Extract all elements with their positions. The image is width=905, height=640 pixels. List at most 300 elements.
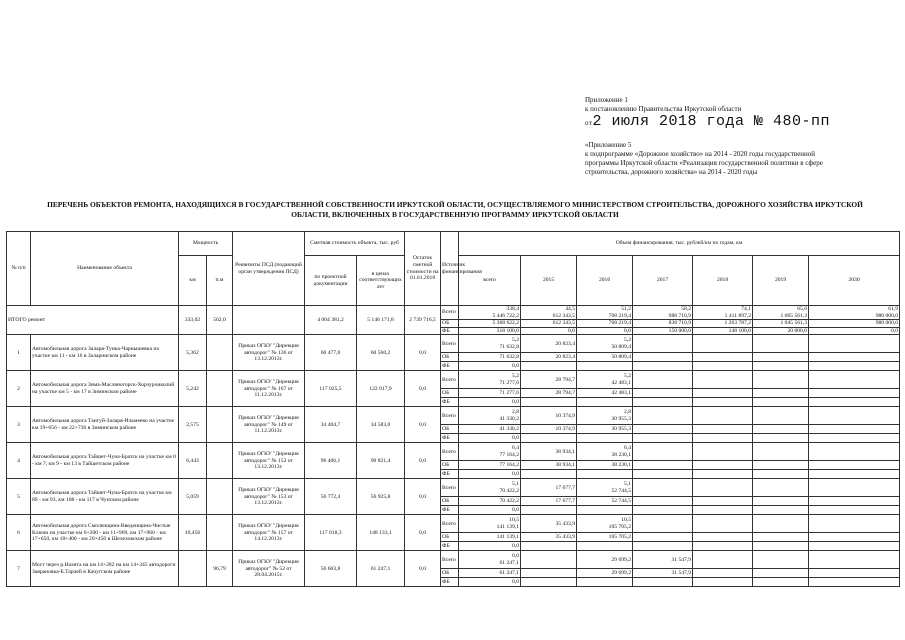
funding-cell: 141 139,1 xyxy=(459,533,521,542)
funding-cell xyxy=(693,461,753,470)
funding-cell: 17 677,7 xyxy=(521,497,577,506)
row-name: Автомобильная дорога Заларя-Тунка-Чарнышевка на участке км 11 - км 16 в Заларинском районе xyxy=(31,335,179,371)
row-name: Автомобильная дорога Тайшет-Чуна-Братск на участке км 0 - км 7, км 9 - км 13 в Тайшетском районе xyxy=(31,443,179,479)
funding-cell xyxy=(633,425,693,434)
funding-sum: 1 411 897,2 xyxy=(724,312,752,319)
funding-cell xyxy=(753,443,809,461)
funding-sum: 612 343,5 xyxy=(552,320,576,327)
funding-sum: 70 422,2 xyxy=(499,487,520,494)
funding-cell xyxy=(753,389,809,398)
funding-km: 2,8 xyxy=(624,409,632,416)
row-est-psd: 34 404,7 xyxy=(305,407,357,443)
funding-cell xyxy=(753,398,809,407)
funding-km: 5,1 xyxy=(512,481,520,488)
funding-cell: 105 705,2 xyxy=(577,533,633,542)
funding-cell: 20 823,4 xyxy=(521,353,577,362)
row-est-psd: 117 025,5 xyxy=(305,371,357,407)
funding-cell xyxy=(577,578,633,587)
funding-cell xyxy=(753,578,809,587)
table-body xyxy=(7,306,900,587)
funding-cell xyxy=(459,335,521,353)
funding-sum: 42 483,1 xyxy=(611,379,632,386)
appendix-line: к постановлению Правительства Иркутской области xyxy=(585,105,742,113)
funding-cell xyxy=(693,533,753,542)
funding-sum: 20 000,0 xyxy=(787,327,808,334)
funding-sum: 1 045 561,3 xyxy=(780,320,808,327)
funding-cell: 42 483,1 xyxy=(577,389,633,398)
funding-cell: 0,0 xyxy=(459,434,521,443)
funding-cell xyxy=(753,306,809,320)
funding-cell xyxy=(633,389,693,398)
funding-cell xyxy=(633,479,693,497)
object-row xyxy=(7,371,900,389)
funding-sum: 1 065 561,3 xyxy=(780,312,808,319)
row-est-current: 148 133,1 xyxy=(357,515,405,551)
funding-cell xyxy=(809,407,900,425)
funding-cell xyxy=(753,407,809,425)
funding-km: 44,5 xyxy=(565,306,576,312)
object-row xyxy=(7,551,900,569)
funding-cell: 71 277,6 xyxy=(459,389,521,398)
appendix-line: к подпрограмме «Дорожное хозяйство» на 2014 - 2020 годы государственной xyxy=(585,150,816,158)
funding-sum: 5 446 722,2 xyxy=(492,312,520,319)
funding-cell xyxy=(809,425,900,434)
funding-cell xyxy=(809,434,900,443)
row-name: Мост через р.Наэнта на км 14+282 на км 14+345 автодороги Заярановка-Б.Тарлей в Качугском районе xyxy=(31,551,179,587)
funding-cell xyxy=(577,443,633,461)
appendix-line: строительства, дорожного хозяйства» на 2014 - 2020 годы xyxy=(585,168,758,176)
header-year: 2016 xyxy=(577,256,633,306)
row-est-current: 56 925,8 xyxy=(357,479,405,515)
source-label: Всего xyxy=(441,407,459,425)
funding-cell: 0,0 xyxy=(459,542,521,551)
funding-cell xyxy=(521,542,577,551)
row-pm xyxy=(207,335,233,371)
header-pm: п.м xyxy=(207,256,233,306)
funding-cell xyxy=(577,506,633,515)
funding-cell: 41 330,2 xyxy=(459,425,521,434)
funding-sum: 35 433,9 xyxy=(555,520,576,527)
header-name: Наименование объекта xyxy=(31,232,179,306)
row-est-psd: 96 406,1 xyxy=(305,443,357,479)
source-label: Всего xyxy=(441,306,459,320)
funding-cell xyxy=(521,335,577,353)
source-label: ФБ xyxy=(441,578,459,587)
funding-sum: 50 809,4 xyxy=(611,343,632,350)
header-year: 2018 xyxy=(693,256,753,306)
funding-cell xyxy=(809,398,900,407)
funding-cell: 30 955,3 xyxy=(577,425,633,434)
funding-cell xyxy=(693,407,753,425)
funding-km: 51,2 xyxy=(621,306,632,312)
object-row xyxy=(7,443,900,461)
row-remain: 0,0 xyxy=(405,551,441,587)
header-num: № п/п xyxy=(7,232,31,306)
funding-cell xyxy=(521,515,577,533)
funding-cell xyxy=(521,371,577,389)
funding-cell: 0,0 xyxy=(459,398,521,407)
funding-cell xyxy=(693,551,753,569)
funding-cell xyxy=(633,542,693,551)
funding-cell xyxy=(809,443,900,461)
total-label: ИТОГО ремонт xyxy=(7,306,179,335)
funding-cell xyxy=(633,533,693,542)
funding-cell xyxy=(577,327,633,335)
funding-cell xyxy=(809,497,900,506)
funding-cell xyxy=(693,306,753,320)
funding-sum: 0,0 xyxy=(624,327,632,334)
funding-km: 61,9 xyxy=(888,306,899,312)
total-pm: 562,0 xyxy=(207,306,233,335)
funding-cell xyxy=(753,320,809,328)
header-psd: Реквизиты ПСД (подающий орган утверждения ПСД) xyxy=(233,232,305,306)
funding-sum: 708 219,4 xyxy=(608,320,632,327)
row-psd: Приказ ОГКУ "Дирекция автодорог" № 149 от 11.12.2013г. xyxy=(233,407,305,443)
funding-cell xyxy=(693,479,753,497)
funding-cell xyxy=(693,506,753,515)
header-year: 2017 xyxy=(633,256,693,306)
funding-cell xyxy=(753,497,809,506)
funding-cell xyxy=(521,407,577,425)
row-num: 3 xyxy=(7,407,31,443)
header-capacity: Мощность xyxy=(179,232,233,256)
funding-sum: 10 374,9 xyxy=(555,412,576,419)
funding-sum: 612 343,5 xyxy=(552,312,576,319)
funding-cell xyxy=(521,479,577,497)
object-row xyxy=(7,335,900,353)
row-psd: Приказ ОГКУ "Дирекция автодорог" № 153 от 13.12.2013г. xyxy=(233,479,305,515)
object-row xyxy=(7,407,900,425)
funding-cell xyxy=(633,398,693,407)
funding-sum: 0,0 xyxy=(568,327,576,334)
funding-cell xyxy=(577,320,633,328)
funding-cell xyxy=(693,578,753,587)
funding-cell xyxy=(753,470,809,479)
funding-cell xyxy=(633,306,693,320)
funding-sum: 0,0 xyxy=(891,327,899,334)
funding-cell: 38 934,1 xyxy=(521,461,577,470)
funding-cell xyxy=(633,362,693,371)
funding-km: 338,4 xyxy=(506,306,520,312)
funding-cell xyxy=(809,353,900,362)
funding-sum: 1 263 787,2 xyxy=(724,320,752,327)
row-est-psd: 56 603,8 xyxy=(305,551,357,587)
total-psd xyxy=(233,306,305,335)
funding-cell: 61 247,1 xyxy=(459,569,521,578)
funding-sum: 71 277,6 xyxy=(499,379,520,386)
row-psd: Приказ ОГКУ "Дирекция автодорог" № 152 от 13.12.2013г. xyxy=(233,443,305,479)
row-km xyxy=(179,551,207,587)
funding-cell xyxy=(459,320,521,328)
funding-cell xyxy=(577,479,633,497)
total-est-current: 5 146 171,8 xyxy=(357,306,405,335)
source-label: ФБ xyxy=(441,327,459,335)
funding-cell xyxy=(753,515,809,533)
funding-cell xyxy=(633,551,693,569)
funding-cell xyxy=(577,434,633,443)
funding-cell xyxy=(693,425,753,434)
funding-cell xyxy=(753,425,809,434)
funding-cell xyxy=(693,542,753,551)
funding-cell xyxy=(693,353,753,362)
funding-cell xyxy=(577,542,633,551)
row-km: 5,362 xyxy=(179,335,207,371)
funding-cell xyxy=(809,362,900,371)
row-num: 2 xyxy=(7,371,31,407)
funding-cell xyxy=(459,479,521,497)
funding-sum: 5 368 622,2 xyxy=(492,320,520,327)
funding-sum: 980 000,0 xyxy=(875,320,899,327)
funding-km: 10,5 xyxy=(621,517,632,524)
funding-sum: 41 330,2 xyxy=(499,415,520,422)
row-est-current: 60 560,2 xyxy=(357,335,405,371)
funding-cell xyxy=(809,335,900,353)
funding-cell xyxy=(809,461,900,470)
header-est-current: в ценах соответствующих лет xyxy=(357,256,405,306)
row-psd: Приказ ОГКУ "Дирекция автодорог" № 136 от 13.12.2013г. xyxy=(233,335,305,371)
row-km: 6,443 xyxy=(179,443,207,479)
row-remain: 0,0 xyxy=(405,407,441,443)
funding-cell xyxy=(521,578,577,587)
funding-sum: 148 100,0 xyxy=(728,327,752,334)
funding-cell xyxy=(693,398,753,407)
funding-sum: 708 219,4 xyxy=(608,312,632,319)
funding-cell xyxy=(577,470,633,479)
funding-cell xyxy=(459,443,521,461)
funding-sum: 38 230,1 xyxy=(611,451,632,458)
funding-cell xyxy=(577,306,633,320)
row-est-current: 34 583,0 xyxy=(357,407,405,443)
funding-cell xyxy=(633,371,693,389)
funding-sum: 61 247,1 xyxy=(499,559,520,566)
funding-cell xyxy=(459,371,521,389)
funding-sum: 20 823,4 xyxy=(555,340,576,347)
header-remain: Остаток сметной стоимости на 01.01.2018 xyxy=(405,232,441,306)
funding-cell xyxy=(521,398,577,407)
funding-cell xyxy=(753,335,809,353)
funding-cell xyxy=(577,407,633,425)
funding-cell xyxy=(633,320,693,328)
source-label: Всего xyxy=(441,443,459,461)
funding-cell: 71 632,8 xyxy=(459,353,521,362)
funding-sum: 28 794,7 xyxy=(555,376,576,383)
row-psd: Приказ ОГКУ "Дирекция автодорог" № 157 от 14.12.2013г. xyxy=(233,515,305,551)
total-row xyxy=(7,306,900,320)
funding-cell xyxy=(521,551,577,569)
funding-sum: 141 139,1 xyxy=(496,523,520,530)
funding-cell xyxy=(809,470,900,479)
appendix-line: «Приложение 5 xyxy=(585,141,632,149)
header-year: 2015 xyxy=(521,256,577,306)
object-row xyxy=(7,515,900,533)
funding-cell xyxy=(633,407,693,425)
row-pm xyxy=(207,407,233,443)
row-remain: 0,0 xyxy=(405,479,441,515)
funding-km: 6,4 xyxy=(624,445,632,452)
row-num: 1 xyxy=(7,335,31,371)
funding-cell xyxy=(693,320,753,328)
row-est-psd: 56 772,4 xyxy=(305,479,357,515)
objects-table xyxy=(6,231,900,587)
row-psd: Приказ ОГКУ "Дирекция автодорог" № 167 от 11.12.2013г. xyxy=(233,371,305,407)
row-pm xyxy=(207,479,233,515)
funding-cell: 31 547,9 xyxy=(633,569,693,578)
row-est-current: 61 247,1 xyxy=(357,551,405,587)
funding-sum: 30 955,3 xyxy=(611,415,632,422)
funding-cell: 38 230,1 xyxy=(577,461,633,470)
funding-cell xyxy=(521,434,577,443)
funding-cell xyxy=(459,515,521,533)
row-km: 5,242 xyxy=(179,371,207,407)
source-label: ОБ xyxy=(441,533,459,542)
funding-cell xyxy=(693,335,753,353)
source-label: ОБ xyxy=(441,569,459,578)
row-remain: 0,0 xyxy=(405,443,441,479)
source-label: ФБ xyxy=(441,398,459,407)
source-label: ФБ xyxy=(441,506,459,515)
funding-cell xyxy=(521,306,577,320)
funding-km: 65,6 xyxy=(797,306,808,312)
row-num: 7 xyxy=(7,551,31,587)
funding-cell xyxy=(459,327,521,335)
row-name: Автомобильная дорога Тайшет-Чуна-Братск на участке км 89 - км 93, км 108 - км 117 в Чунском районе xyxy=(31,479,179,515)
row-num: 6 xyxy=(7,515,31,551)
source-label: Всего xyxy=(441,335,459,353)
header-year: 2030 xyxy=(809,256,900,306)
row-est-current: 90 821,4 xyxy=(357,443,405,479)
row-num: 5 xyxy=(7,479,31,515)
row-pm: 96,79 xyxy=(207,551,233,587)
source-label: ОБ xyxy=(441,461,459,470)
funding-cell xyxy=(459,407,521,425)
funding-cell xyxy=(693,362,753,371)
source-label: Всего xyxy=(441,371,459,389)
funding-sum: 52 744,5 xyxy=(611,487,632,494)
decree-number: от2 июля 2018 года № 480-пп xyxy=(585,113,831,130)
funding-cell xyxy=(809,533,900,542)
funding-cell xyxy=(753,353,809,362)
source-label: ОБ xyxy=(441,389,459,398)
funding-cell xyxy=(693,434,753,443)
appendix-block xyxy=(585,96,885,177)
funding-cell xyxy=(693,389,753,398)
funding-cell xyxy=(577,398,633,407)
funding-sum: 29 699,2 xyxy=(611,556,632,563)
funding-cell xyxy=(809,306,900,320)
source-label: ФБ xyxy=(441,542,459,551)
funding-cell xyxy=(633,443,693,461)
funding-cell xyxy=(753,479,809,497)
funding-cell: 29 699,2 xyxy=(577,569,633,578)
funding-cell xyxy=(753,533,809,542)
funding-km: 0,0 xyxy=(512,553,520,560)
funding-km: 5,2 xyxy=(624,337,632,344)
funding-sum: 38 934,1 xyxy=(555,448,576,455)
funding-cell xyxy=(577,362,633,371)
row-name: Автомобильная дорога Смоленщина-Введенщина-Чистые Ключи на участке км 6+200 - км 11+969, км 17+960 - км 17+650, км 18+400 - км 20+450 в Шелеховском районе xyxy=(31,515,179,551)
funding-cell: 0,0 xyxy=(459,470,521,479)
source-label: ФБ xyxy=(441,434,459,443)
source-label: ФБ xyxy=(441,470,459,479)
appendix-line: программы Иркутской области «Реализация государственной политики в сфере xyxy=(585,159,823,167)
funding-cell xyxy=(693,371,753,389)
funding-cell xyxy=(633,515,693,533)
source-label: ОБ xyxy=(441,353,459,362)
funding-cell xyxy=(693,443,753,461)
funding-cell xyxy=(633,434,693,443)
funding-cell xyxy=(753,461,809,470)
funding-cell xyxy=(693,470,753,479)
source-label: Всего xyxy=(441,515,459,533)
row-psd: Приказ ОГКУ "Дирекция автодорог" № 52 от 28.04.2015г. xyxy=(233,551,305,587)
funding-cell xyxy=(809,327,900,335)
funding-cell xyxy=(633,335,693,353)
funding-cell xyxy=(521,327,577,335)
funding-cell xyxy=(693,497,753,506)
row-est-psd: 117 018,3 xyxy=(305,515,357,551)
funding-sum: 31 547,9 xyxy=(671,556,692,563)
funding-cell xyxy=(809,320,900,328)
funding-sum: 988 710,9 xyxy=(668,312,692,319)
funding-km: 5,2 xyxy=(512,337,520,344)
row-km: 5,059 xyxy=(179,479,207,515)
funding-cell xyxy=(693,569,753,578)
funding-sum: 980 000,0 xyxy=(875,312,899,319)
table-header xyxy=(7,232,900,306)
funding-cell xyxy=(809,551,900,569)
source-label: ОБ xyxy=(441,497,459,506)
funding-sum: 318 100,0 xyxy=(496,327,520,334)
funding-cell xyxy=(459,306,521,320)
funding-cell xyxy=(809,479,900,497)
funding-cell xyxy=(577,515,633,533)
funding-cell xyxy=(693,515,753,533)
row-num: 4 xyxy=(7,443,31,479)
funding-cell: 50 809,4 xyxy=(577,353,633,362)
funding-km: 2,8 xyxy=(512,409,520,416)
header-funding: Объем финансирования, тыс. рублей/км по годам, км xyxy=(459,232,900,256)
funding-cell xyxy=(809,578,900,587)
funding-sum: 150 000,0 xyxy=(668,327,692,334)
row-pm xyxy=(207,443,233,479)
funding-cell xyxy=(633,506,693,515)
funding-cell xyxy=(809,542,900,551)
funding-km: 5,2 xyxy=(512,373,520,380)
row-est-current: 122 017,9 xyxy=(357,371,405,407)
funding-cell xyxy=(633,578,693,587)
source-label: ОБ xyxy=(441,425,459,434)
funding-cell xyxy=(809,389,900,398)
source-label: ФБ xyxy=(441,362,459,371)
funding-cell xyxy=(521,506,577,515)
funding-cell xyxy=(809,371,900,389)
header-est-psd: по проектной документации xyxy=(305,256,357,306)
total-est-psd: 4 004 381,2 xyxy=(305,306,357,335)
row-est-psd: 60 477,0 xyxy=(305,335,357,371)
funding-km: 5,1 xyxy=(624,481,632,488)
funding-km: 74,1 xyxy=(741,306,752,312)
funding-cell: 77 164,2 xyxy=(459,461,521,470)
funding-cell: 52 744,5 xyxy=(577,497,633,506)
funding-cell xyxy=(633,497,693,506)
source-label: Всего xyxy=(441,479,459,497)
funding-cell xyxy=(753,434,809,443)
funding-sum: 17 677,7 xyxy=(555,484,576,491)
funding-cell xyxy=(753,542,809,551)
funding-sum: 838 710,9 xyxy=(668,320,692,327)
funding-cell xyxy=(809,569,900,578)
header-year: 2019 xyxy=(753,256,809,306)
